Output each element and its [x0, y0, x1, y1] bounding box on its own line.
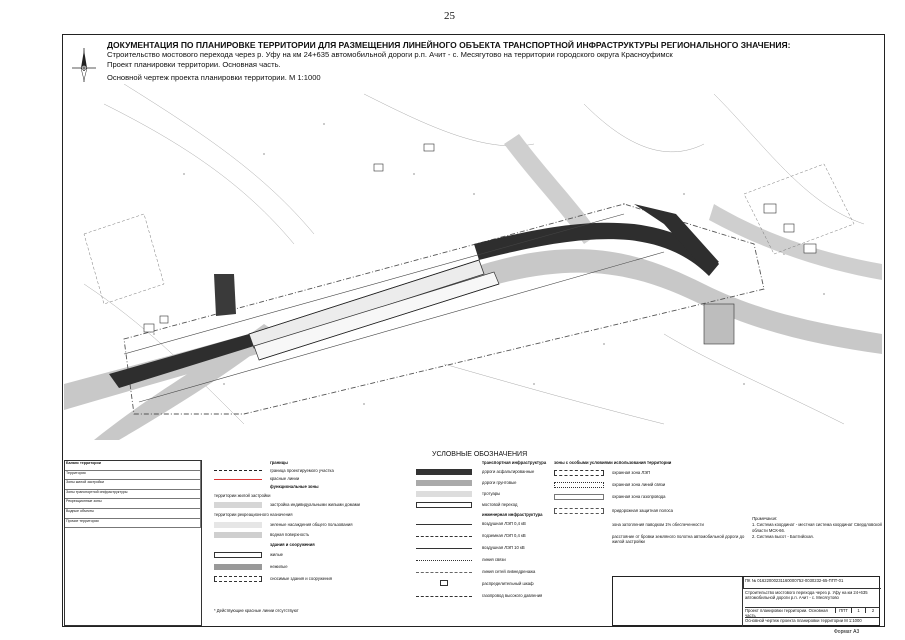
stamp-object: Строительство мостового перехода через р. Уфу на км 24+635 автомобильной дороги р.п. Ачит - с. Месягутово [745, 590, 868, 600]
stamp-section: Проект планировки территории. Основная часть [745, 607, 835, 618]
table-row: Зоны жилой застройки [65, 480, 201, 490]
legend-swatch [416, 596, 472, 597]
legend-swatch [214, 479, 262, 480]
drawing-part: Проект планировки территории. Основная часть. [107, 60, 281, 69]
north-arrow-icon [72, 48, 96, 82]
legend-swatch [416, 524, 472, 525]
stamp-signatures-grid [613, 577, 743, 627]
format-label: Формат А3 [834, 629, 860, 635]
drawing-title: ДОКУМЕНТАЦИЯ ПО ПЛАНИРОВКЕ ТЕРРИТОРИИ ДЛЯ РАЗМЕЩЕНИЯ ЛИНЕЙНОГО ОБЪЕКТА ТРАНСПОРТНОЙ ИНФРАСТРУКТУРЫ РЕГИОНАЛЬНОГО ЗНАЧЕНИЯ: [107, 40, 791, 50]
legend-swatch [416, 480, 472, 486]
stamp-sheets: 2 [865, 607, 880, 613]
legend-swatch [214, 532, 262, 538]
legend-swatch [554, 470, 604, 476]
legend-title: УСЛОВНЫЕ ОБОЗНАЧЕНИЯ [432, 451, 528, 458]
stamp-sheet-name: Основной чертеж проекта планировки территории М 1:1000 [745, 617, 879, 623]
stamp-stage: ППТ [835, 607, 851, 613]
table-header: Баланс территории [65, 461, 201, 470]
table-row: Прочие территории [65, 519, 201, 529]
drawing-subtitle: Строительство мостового перехода через р. Уфу на км 24+635 автомобильной дороги р.п. Ачит - с. Месягутово на территории городского округа Красноуфимск [107, 50, 673, 59]
territory-balance-table [64, 460, 202, 626]
drawing-sheet-title: Основной чертеж проекта планировки территории. М 1:1000 [107, 73, 321, 82]
legend-swatch [554, 508, 604, 514]
table-row: Территория [65, 471, 201, 481]
legend-swatch [440, 580, 448, 586]
title-block-stamp [612, 576, 880, 626]
legend-swatch [554, 482, 604, 488]
legend-swatch [214, 552, 262, 558]
legend-swatch [554, 494, 604, 500]
stamp-code: ПК № 01622000231160000752-0030232-65-ППТ-01 [743, 577, 881, 589]
legend-swatch [214, 576, 262, 582]
legend-footnote: * Действующие красные линии отсутствуют [214, 608, 299, 613]
table-row [65, 461, 201, 471]
legend-swatch [416, 536, 472, 537]
table-row: Зоны транспортной инфраструктуры [65, 490, 201, 500]
legend-swatch [416, 502, 472, 508]
bottom-panel: Баланс территории Территория Зоны жилой застройки Зоны транспортной инфраструктуры Рекреационные зоны Водные объекты Прочие территории границы граница проектируемого участка красные линии функциональные зоны территории жилой застройки застройка индивидуальными жилыми домами территории рекреационного назначения зеленые насаждения общего пользования водная поверхность здания и сооружения жилые нежилые сносимые здания и сооружения * Действующие красные линии отсутствуют транспортная инфраструктура дороги асфальтированные дороги грунтовые тротуары мостовой переход инженерная инфраструктура воздушная ЛЭП 0,4 кВ подземная ЛЭП 0,4 кВ воздушная ЛЭП 10 кВ линия связи линия сетей ливнедренажа распределительный шкаф газопровод высокого давления зоны с особыми условиями использования территории охранная зона ЛЭП охранная зона линий связи охранная зона газопровода придорожная защитная полоса зона затопления паводком 1% обеспеченности расстояние от бровки земляного полотна автомобильной дороги до жилой застройки Примечания: 1. Система координат - местная система координат Свердловской области МСК-66. 2. Система высот - Балтийская. ПК № 01622000231160000752-0030232-65-ППТ-01 Строительство мостового перехода через р. Уфу на км 24+635 автомобильной дороги р.п. Ачит - с. Месягутово Проект планировки территории. Основная часть ППТ 1 2 Основной чертеж проекта планировки территории М 1:1000 [64, 460, 882, 626]
legend-swatch [214, 502, 262, 508]
legend-swatch [214, 522, 262, 528]
stamp-sheet: 1 [851, 607, 865, 613]
table-row: Рекреационные зоны [65, 499, 201, 509]
legend-swatch [214, 470, 262, 471]
notes-block [752, 516, 882, 540]
page-number: 25 [444, 10, 455, 22]
drawing-header [107, 40, 867, 83]
notes-item: 1. Система координат - местная система координат Свердловской области МСК-66. [752, 522, 882, 533]
legend-swatch [214, 564, 262, 570]
legend-swatch [416, 491, 472, 497]
legend-swatch [416, 548, 472, 549]
legend-swatch [416, 572, 472, 573]
planning-map [64, 84, 882, 440]
legend-swatch [416, 469, 472, 475]
notes-item: 2. Система высот - Балтийская. [752, 534, 814, 539]
legend-swatch [416, 560, 472, 561]
table-row: Водные объекты [65, 509, 201, 519]
notes-title: Примечания: [752, 516, 778, 521]
